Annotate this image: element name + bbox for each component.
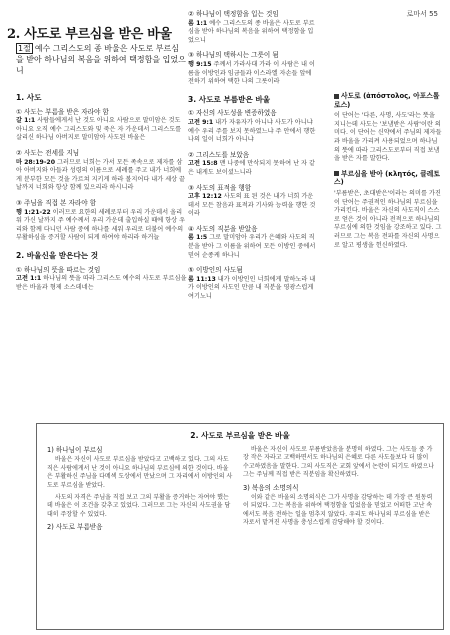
item-body <box>188 160 319 177</box>
list-item <box>16 108 187 143</box>
scripture-ref: 행 9:15 <box>188 60 212 68</box>
item-heading: ① 하나님의 뜻을 따르는 것임 <box>16 265 101 274</box>
item-body <box>188 119 319 145</box>
item-text: 사람들에게서 난 것도 아니요 사람으로 말미암은 것도 아니요 오직 예수 그리스도와 및 죽은 자 가운데서 그리스도를 살리신 하나님 아버지로 말미암아 사도된 바울은 <box>16 117 182 142</box>
scripture-ref: 고전 15:8 <box>188 160 218 168</box>
item-text: 내가 자유자가 아니냐 사도가 아니냐 예수 우리 주를 보지 못하였느냐 주 안에서 행한 나의 일이 너희가 아니냐 <box>188 118 316 144</box>
item-body <box>16 275 187 292</box>
verse-text: 예수 그리스도의 종 바울은 사도로 부르심을 받아 하나님의 복음을 위하여 택정함을 입었으니 <box>16 44 186 75</box>
commentary-subheading: 1) 하나님이 부르심 <box>47 446 103 454</box>
list-item <box>188 225 319 260</box>
word-study-title: 부르심을 받아 (κλητός, 클레토스) <box>334 169 440 187</box>
list-item <box>188 51 319 86</box>
commentary-subheading: 2) 사도로 부름받음 <box>47 523 103 532</box>
item-body <box>16 159 187 193</box>
item-text: 사도의 표 된 것은 내가 너희 가운데서 모든 참음과 표적과 기사와 능력을 행한 것이라 <box>188 193 316 218</box>
list-item <box>188 266 319 301</box>
section-heading-3: 3. 사도로 부름받은 바울 <box>188 94 271 104</box>
commentary-paragraph: 바울은 자신이 사도로 부르심을 받았다고 고백하고 있다. 그의 사도직은 사람에게서 난 것이 아니요 하나님의 부르심에 의한 것이다. 바울은 부활하신 주님을 다메섹 도상에서 만났으며 그 자리에서 이방인의 사도로 부르심을 받았다. <box>47 456 233 489</box>
scripture-ref: 행 1:21-22 <box>16 208 51 216</box>
intro-verse <box>16 43 186 76</box>
word-study-body: 이 단어는 '다른, 사명, 사도'라는 뜻을 지니는데 사도는 '보냄받은 사람'이란 의미다. 이 단어는 신약에서 주님의 제자들과 바울을 가리켜 사용되었으며 하나님의 뜻에 따라 그리스도로부터 직접 보냄을 받은 자를 말한다. <box>334 112 442 163</box>
commentary-paragraph: 사도의 자격은 주님을 직접 보고 그의 부활을 증거하는 자여야 했는데 바울은 이 조건을 갖추고 있었다. 그러므로 그는 자신의 사도권을 담대히 주장할 수 있었다. <box>47 494 231 518</box>
item-text: 하나님의 뜻을 따라 그리스도 예수의 사도로 부르심을 받은 바울과 형제 소스데네는 <box>16 275 187 291</box>
scripture-ref: 고전 1:1 <box>16 275 42 283</box>
item-text: 맨 나중에 만삭되지 못하여 난 자 같은 내게도 보이셨느니라 <box>188 160 315 176</box>
item-body <box>16 209 187 243</box>
list-item <box>16 266 187 293</box>
item-body <box>188 234 319 260</box>
commentary-paragraph: 바울은 자신이 사도로 부름받았음을 분명히 하였다. 그는 사도들 중 가장 작은 자라고 고백하면서도 하나님의 은혜로 다른 사도들보다 더 많이 수고하였음을 말한다. 그의 사도직은 교회 앞에서 논란이 되기도 하였으나 그는 주님께 직접 받은 직분임을 확신하였다. <box>243 446 435 479</box>
item-text: 그로 말미암아 우리가 은혜와 사도의 직분을 받아 그 이름을 위하여 모든 이방인 중에서 믿어 순종케 하나니 <box>188 234 316 259</box>
item-heading: ③ 사도의 표적을 행함 <box>188 183 252 192</box>
item-body <box>16 117 187 143</box>
section-heading-1: 1. 사도 <box>16 93 42 102</box>
commentary-left-column <box>47 446 233 534</box>
list-item <box>16 199 187 243</box>
item-heading: ② 하나님이 택정함을 입는 것임 <box>188 10 279 18</box>
scripture-ref: 롬 1:5 <box>188 234 208 242</box>
bullet-square-icon <box>334 171 339 176</box>
page-title: 2. 사도로 부르심을 받은 바울 <box>7 27 172 42</box>
item-heading: ⑤ 이방인의 사도됨 <box>188 266 243 275</box>
commentary-right-column <box>243 446 435 532</box>
scripture-ref: 마 28:19-20 <box>16 158 56 166</box>
item-heading: ④ 사도의 직분을 받았음 <box>188 224 258 233</box>
word-study-sidebar <box>334 92 442 256</box>
item-body <box>188 20 319 46</box>
word-study-heading <box>334 92 442 109</box>
list-item <box>188 184 319 219</box>
scripture-ref: 고전 9:1 <box>188 118 214 126</box>
item-heading: ② 사도는 전세를 지님 <box>16 148 80 157</box>
item-heading: ③ 하나님의 택하시는 그릇이 됨 <box>188 51 279 60</box>
scripture-ref: 롬 1:1 <box>188 19 208 27</box>
commentary-subheading: 3) 복음의 소명의식 <box>243 483 299 492</box>
item-text: 이러므로 요한의 세례로부터 우리 가운데서 올리워 가신 날까지 주 예수께서 우리 가운데 출입하실 때에 항상 우리와 함께 다니던 사람 중에 하나를 세워 우리로 더불어 예수의 부활하심을 증거할 사람이 되게 하여야 하리라 하거늘 <box>16 208 186 242</box>
commentary-title: 2. 사도로 부르심을 받은 바울 <box>190 431 290 440</box>
item-body <box>188 61 319 87</box>
item-body <box>188 276 319 302</box>
verse-number: 1절 <box>18 44 31 53</box>
list-item <box>16 149 187 193</box>
scripture-ref: 고후 12:12 <box>188 193 222 201</box>
column-1 <box>16 85 187 298</box>
section-heading-2: 2. 바울신을 받은다는 것 <box>16 250 99 260</box>
column-2 <box>188 10 319 308</box>
item-body <box>188 193 319 219</box>
item-text: 예수 그리스도의 종 바울은 사도로 부르심을 받아 하나님의 복음을 위하여 택정함을 입었으니 <box>188 19 315 44</box>
word-study-heading <box>334 170 442 187</box>
item-heading: ③ 주님을 직접 본 자라야 함 <box>16 198 97 207</box>
word-study-title: 사도로 (ἀπόστολος, 아포스톨로스) <box>334 92 440 109</box>
commentary-box <box>36 423 444 630</box>
item-heading: ② 그리스도를 보았음 <box>188 150 250 159</box>
item-text: 그러므로 너희는 가서 모든 족속으로 제자를 삼아 아버지와 아들과 성령의 이름으로 세례를 주고 내가 너희에게 분부한 모든 것을 가르쳐 지키게 하라 볼지어다 내가 세상 끝 날까지 너희와 항상 함께 있으리라 하시니라 <box>16 158 186 192</box>
item-heading: ① 사도는 부름을 받은 자라야 함 <box>16 107 109 116</box>
word-study-body: '부름받은, 초대받은'이라는 의미를 가진 이 단어는 주권적인 하나님의 부르심을 가리킨다. 바울은 자신의 사도직이 스스로 얻은 것이 아니라 전적으로 하나님의 부르심에 의한 것임을 강조하고 있다. 그러므로 그는 복음 전파를 자신의 사명으로 알고 평생을 헌신하였다. <box>334 189 442 249</box>
item-text: 주께서 가라사대 가라 이 사람은 내 이름을 이방인과 임금들과 이스라엘 자손들 앞에 전하기 위하여 택한 나의 그릇이라 <box>188 60 315 86</box>
list-item <box>188 10 319 45</box>
list-item <box>188 109 319 144</box>
item-heading: ① 자신의 사도성을 변증하였음 <box>188 109 277 118</box>
page-header-label: 로마서 55 <box>406 10 438 18</box>
list-item <box>188 151 319 178</box>
scripture-ref: 갈 1:1 <box>16 117 36 125</box>
commentary-paragraph: 이와 같은 바울의 소명의식은 그가 사명을 감당하는 데 가장 큰 원동력이 되었다. 그는 복음을 위하여 택정함을 입었음을 믿었고 어떠한 고난 속에서도 복음 전하는 일을 멈추지 않았다. 우리도 하나님의 부르심을 받은 자로서 맡겨진 사명을 충성스럽게 감당해야 할 것이다. <box>243 494 433 527</box>
scripture-ref: 롬 11:13 <box>188 275 216 283</box>
item-text: 내가 이방인인 너희에게 말하노라 내가 이방인의 사도인 만큼 내 직분을 영광스럽게 여기노니 <box>188 275 316 301</box>
bullet-square-icon <box>334 94 339 99</box>
